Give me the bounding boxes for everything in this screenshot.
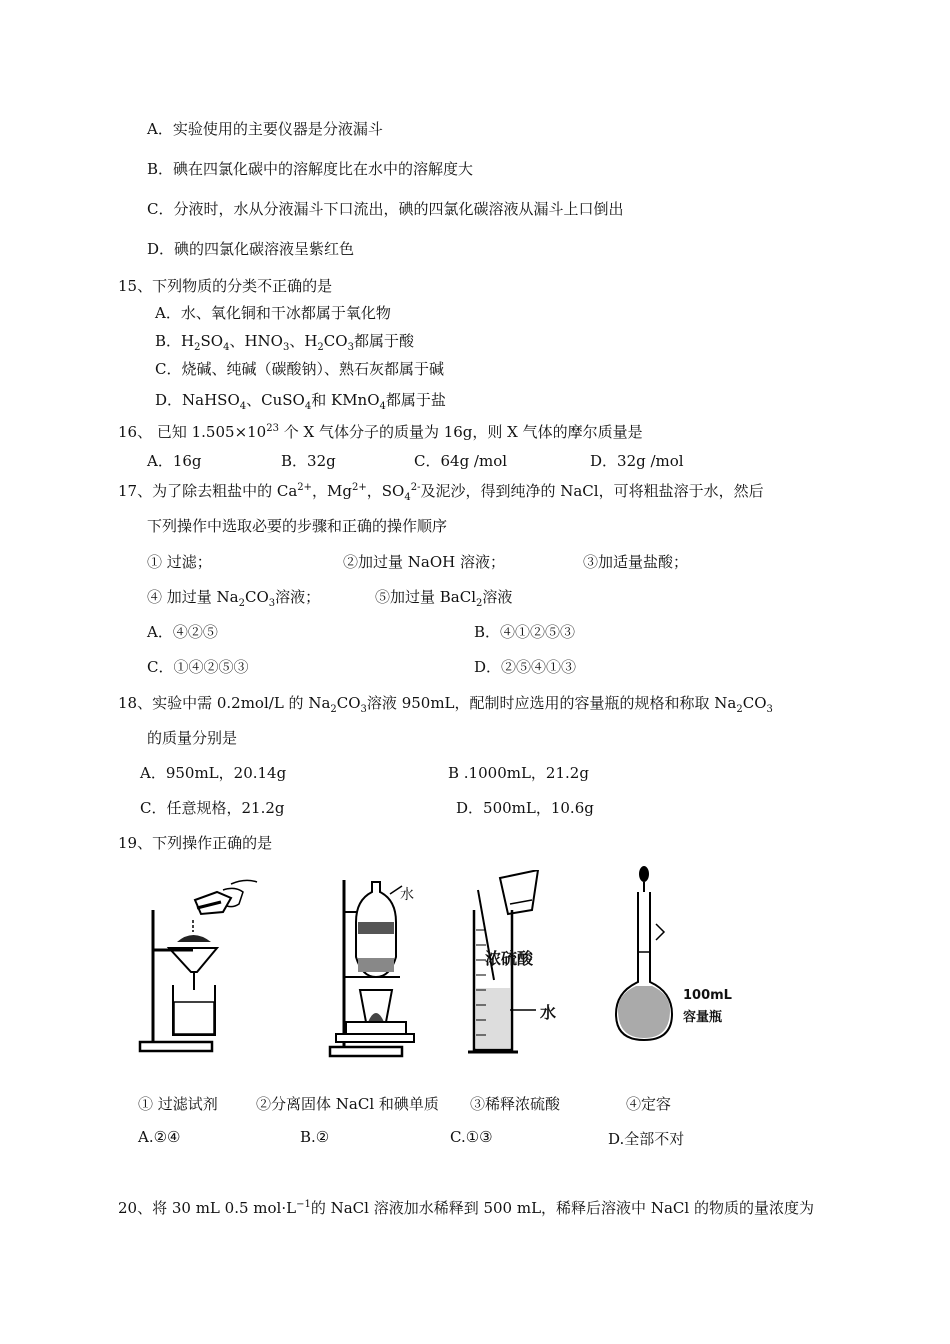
q14-option-a: A．实验使用的主要仪器是分液漏斗: [147, 120, 383, 138]
q17-option-c: C．①④②⑤③: [147, 658, 249, 676]
q16-stem: 16、 已知 $1.505\times 10^{23}$ 个 X 气体分子的质量为 16g，则 X 气体的摩尔质量是: [118, 423, 643, 441]
q19-option-d: D.全部不对: [608, 1130, 685, 1148]
q18-option-a: A．950mL，20.14g: [140, 764, 287, 782]
q14-option-c: C．分液时，水从分液漏斗下口流出，碘的四氯化碳溶液从漏斗上口倒出: [147, 200, 624, 218]
figure-dilution-label-water: 水: [540, 1003, 557, 1022]
figure-separation: [320, 872, 440, 1060]
q15-option-c: C．烧碱、纯碱（碳酸钠）、熟石灰都属于碱: [155, 360, 444, 378]
q18-stem-line2: 的质量分别是: [147, 729, 238, 747]
q15-option-d: D．NaHSO$_4$、CuSO$_4$和 KMnO$_4$都属于盐: [155, 391, 446, 412]
q14-option-d: D．碘的四氯化碳溶液呈紫红色: [147, 240, 355, 258]
figure-flask-label-volume: 100mL: [683, 988, 732, 1003]
q17-step-1: ① 过滤；: [147, 553, 212, 571]
q18-stem: 18、实验中需 0.2mol/L 的 $Na_2CO_3$溶液 950mL，配制时应选用的容量瓶的规格和称取 $Na_2CO_3$: [118, 694, 773, 715]
q16-option-a: A．16g: [147, 452, 202, 470]
q18-option-c: C．任意规格，21.2g: [140, 799, 285, 817]
q19-caption-4: ④定容: [626, 1095, 672, 1113]
q17-stem: 17、为了除去粗盐中的 $Ca^{2+}$，$Mg^{2+}$，$SO_4^{2-}$及泥沙，得到纯净的 NaCl，可将粗盐溶于水，然后: [118, 482, 764, 503]
q17-step-4: ④ 加过量 $Na_2CO_3$溶液；: [147, 588, 321, 609]
q19-caption-1: ① 过滤试剂: [138, 1095, 218, 1113]
q19-stem: 19、下列操作正确的是: [118, 834, 273, 852]
q19-option-a: A.②④: [138, 1128, 181, 1146]
q15-option-a: A．水、氧化铜和干冰都属于氧化物: [155, 304, 391, 322]
figure-filtration: [135, 870, 265, 1060]
q17-step-2: ②加过量 NaOH 溶液；: [343, 553, 505, 571]
q19-option-b: B.②: [300, 1128, 330, 1146]
q15-stem: 15、下列物质的分类不正确的是: [118, 277, 333, 295]
q17-step-5: ⑤加过量 BaCl$_2$溶液: [375, 588, 513, 609]
q15-option-b: B．$H_2SO_4$、$HNO_3$、$H_2CO_3$都属于酸: [155, 332, 414, 353]
q18-option-d: D．500mL，10.6g: [456, 799, 594, 817]
q16-option-d: D．32g /mol: [590, 452, 684, 470]
figure-separation-label-water: 水: [400, 887, 414, 903]
figure-dilution-label-acid: 浓硫酸: [485, 949, 534, 968]
q17-option-a: A．④②⑤: [147, 623, 218, 641]
q17-option-d: D．②⑤④①③: [474, 658, 577, 676]
q17-step-3: ③加适量盐酸；: [583, 553, 689, 571]
q19-caption-3: ③稀释浓硫酸: [470, 1095, 561, 1113]
q17-option-b: B．④①②⑤③: [474, 623, 576, 641]
figure-flask-label-name: 容量瓶: [683, 1010, 723, 1025]
q19-option-c: C.①③: [450, 1128, 493, 1146]
q17-stem-line2: 下列操作中选取必要的步骤和正确的操作顺序: [147, 517, 448, 535]
q19-caption-2: ②分离固体 NaCl 和碘单质: [256, 1095, 439, 1113]
q20-stem: 20、将 30 mL 0.5 $mol\cdot L^{-1}$的 NaCl 溶液加水稀释到 500 mL，稀释后溶液中 NaCl 的物质的量浓度为: [118, 1199, 814, 1217]
q18-option-b: B .1000mL，21.2g: [448, 764, 589, 782]
q14-option-b: B．碘在四氯化碳中的溶解度比在水中的溶解度大: [147, 160, 474, 178]
q16-option-c: C．64g /mol: [414, 452, 508, 470]
q16-option-b: B．32g: [281, 452, 336, 470]
